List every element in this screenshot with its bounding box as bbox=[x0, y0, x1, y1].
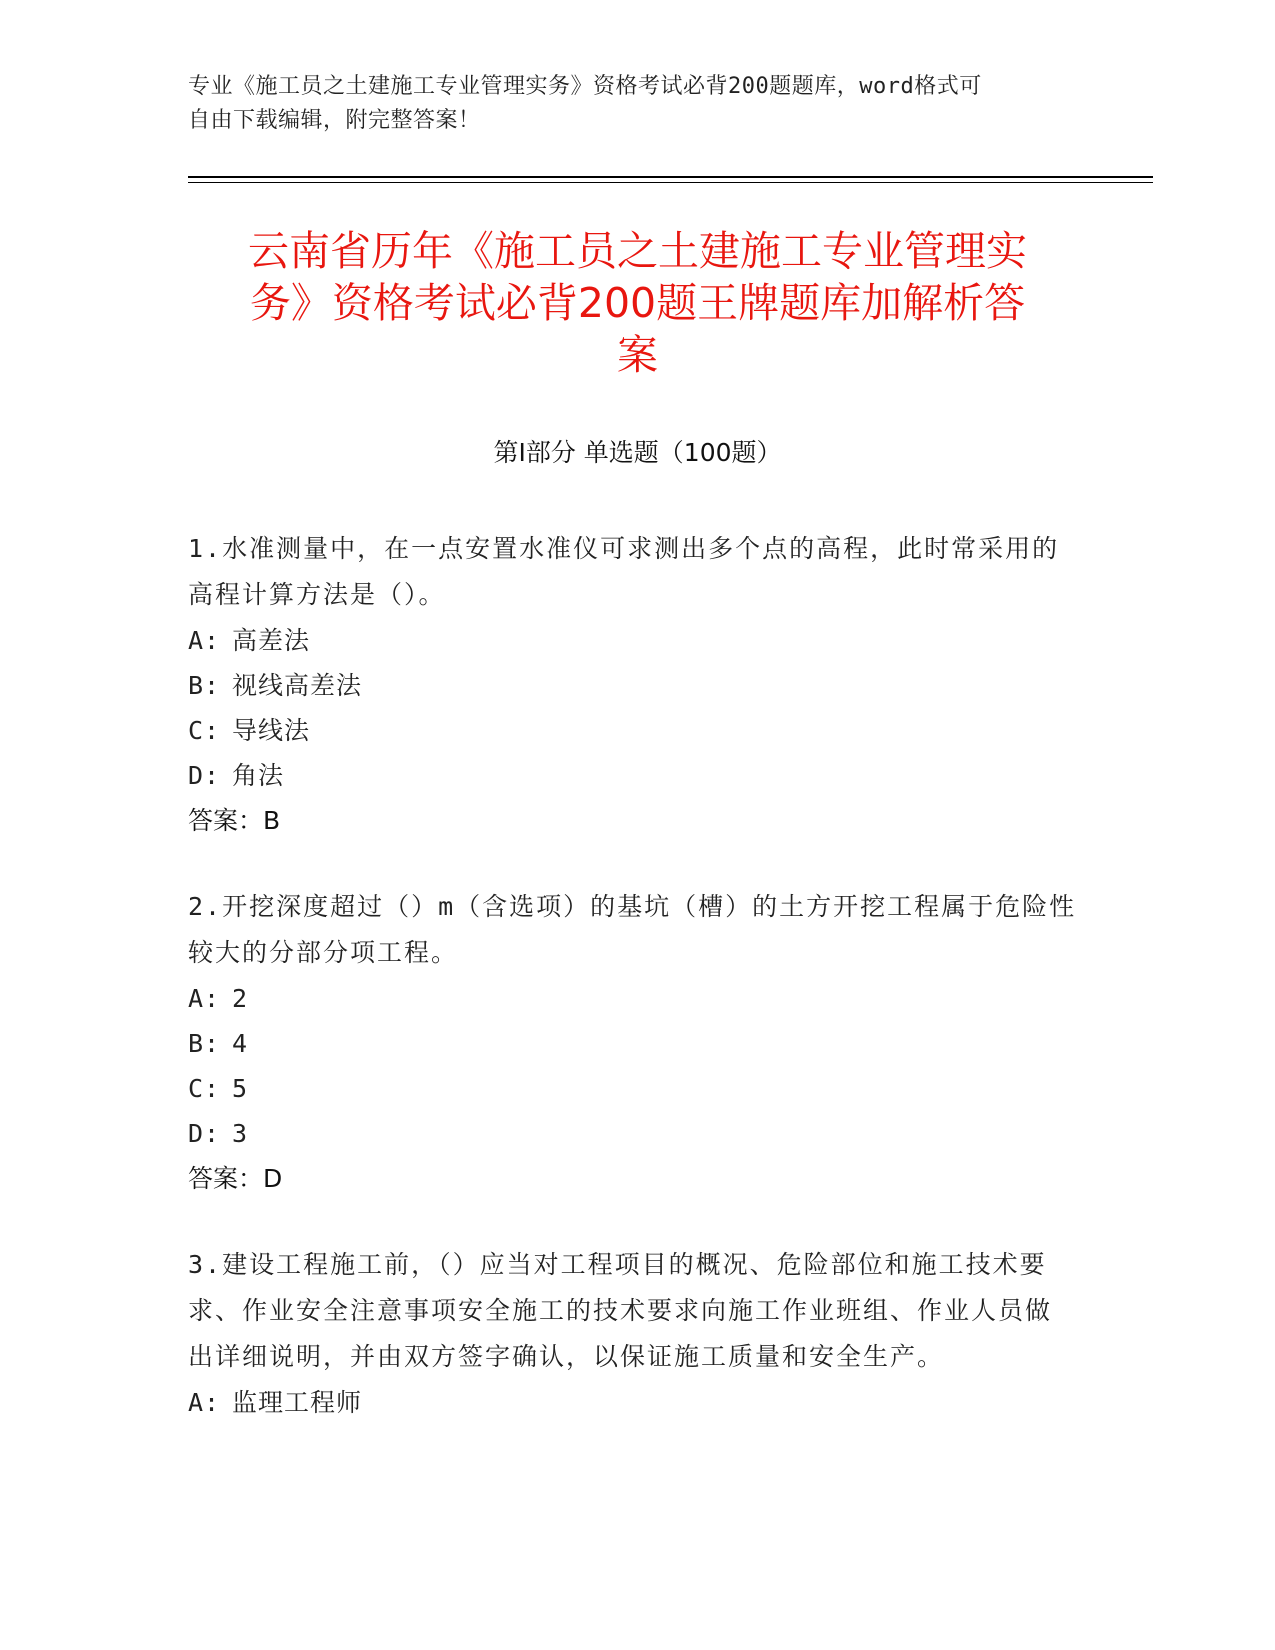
option-text: 高差法 bbox=[232, 626, 311, 655]
header-rule-thin bbox=[188, 182, 1153, 183]
answer: 答案：D bbox=[188, 1164, 283, 1193]
option-a bbox=[188, 976, 1078, 1021]
option-a bbox=[188, 1380, 1078, 1425]
header-note-line-2: 自由下载编辑，附完整答案！ bbox=[188, 108, 481, 133]
option-a bbox=[188, 618, 1078, 663]
option-key: C: bbox=[188, 716, 221, 745]
question-2 bbox=[188, 884, 1078, 1202]
option-key: A: bbox=[188, 1388, 221, 1417]
option-text: 5 bbox=[232, 1074, 249, 1103]
option-d bbox=[188, 1111, 1078, 1156]
question-stem: 2.开挖深度超过（）m（含选项）的基坑（槽）的土方开挖工程属于危险性较大的分部分项工程。 bbox=[188, 892, 1077, 967]
question-list bbox=[188, 526, 1078, 1465]
option-key: A: bbox=[188, 626, 221, 655]
header-note-line-1: 专业《施工员之土建施工专业管理实务》资格考试必背200题题库，word格式可 bbox=[188, 74, 982, 99]
option-key: B: bbox=[188, 671, 221, 700]
document-title-line-3: 案 bbox=[617, 331, 658, 379]
option-key: B: bbox=[188, 1029, 221, 1058]
option-d bbox=[188, 753, 1078, 798]
option-b bbox=[188, 1021, 1078, 1066]
option-key: D: bbox=[188, 1119, 221, 1148]
option-key: A: bbox=[188, 984, 221, 1013]
question-stem: 3.建设工程施工前，（）应当对工程项目的概况、危险部位和施工技术要求、作业安全注意事项安全施工的技术要求向施工作业班组、作业人员做出详细说明，并由双方签字确认，以保证施工质量和安全生产。 bbox=[188, 1250, 1053, 1371]
option-key: D: bbox=[188, 761, 221, 790]
option-text: 角法 bbox=[232, 761, 285, 790]
option-b bbox=[188, 663, 1078, 708]
option-c bbox=[188, 1066, 1078, 1111]
option-text: 监理工程师 bbox=[232, 1388, 363, 1417]
header-rule-thick bbox=[188, 176, 1153, 178]
section-heading: 第Ⅰ部分 单选题（100题） bbox=[493, 438, 782, 467]
question-3 bbox=[188, 1242, 1078, 1425]
question-stem: 1.水准测量中，在一点安置水准仪可求测出多个点的高程，此时常采用的高程计算方法是（）。 bbox=[188, 534, 1060, 609]
option-text: 导线法 bbox=[232, 716, 311, 745]
header-note bbox=[188, 70, 1088, 138]
option-key: C: bbox=[188, 1074, 221, 1103]
option-text: 2 bbox=[232, 984, 249, 1013]
document-title bbox=[150, 225, 1125, 381]
answer: 答案：B bbox=[188, 806, 281, 835]
document-title-line-2: 务》资格考试必背200题王牌题库加解析答 bbox=[249, 279, 1026, 327]
option-text: 4 bbox=[232, 1029, 249, 1058]
option-text: 3 bbox=[232, 1119, 249, 1148]
question-1 bbox=[188, 526, 1078, 844]
option-text: 视线高差法 bbox=[232, 671, 363, 700]
document-title-line-1: 云南省历年《施工员之土建施工专业管理实 bbox=[248, 227, 1027, 275]
option-c bbox=[188, 708, 1078, 753]
